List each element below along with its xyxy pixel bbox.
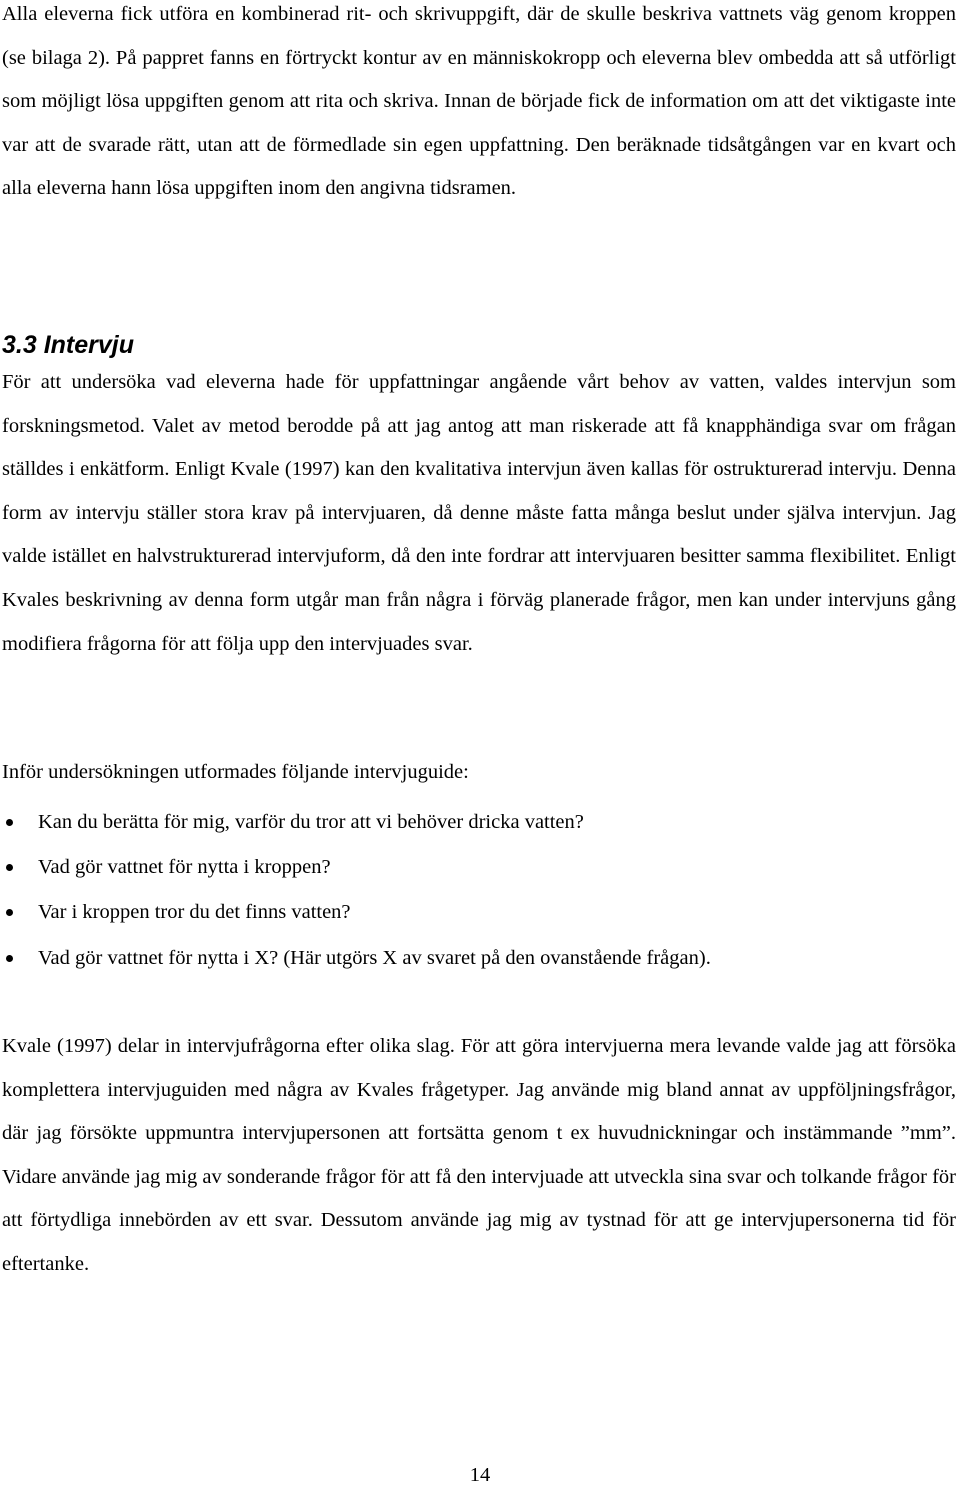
list-item bbox=[0, 800, 960, 845]
interview-guide-list bbox=[0, 800, 960, 981]
list-item bbox=[0, 845, 960, 890]
intro-paragraph: Alla eleverna fick utföra en kombinerad rit- och skrivuppgift, där de skulle beskriva vattnets väg genom kroppen (se bilaga 2). På pappret fanns en förtryckt kontur av en människokropp och eleverna blev ombedda att så utförligt som möjligt lösa uppgiften genom att rita och skriva. Innan de började fick de information om att det viktigaste inte var att de svarade rätt, utan att de förmedlade sin egen uppfattning. Den beräknade tidsåtgången var en kvart och alla eleverna hann lösa uppgiften inom den angivna tidsramen. bbox=[2, 3, 956, 200]
bullet-icon bbox=[6, 909, 13, 916]
question-types-paragraph: Kvale (1997) delar in intervjufrågorna efter olika slag. För att göra intervjuerna mera levande valde jag att försöka komplettera intervjuguiden med några av Kvales frågetyper. Jag använde mig bland annat av uppföljningsfrågor, där jag försökte uppmuntra intervjupersonen att fortsätta genom t ex huvudnickningar och instämmande ”mm”. Vidare använde jag mig av sonderande frågor för att få den intervjuade att utveckla sina svar och tolkande frågor för att förtydliga innebörden av ett svar. Dessutom använde jag mig av tystnad för att ge intervjupersonerna tid för eftertanke. bbox=[2, 1035, 956, 1275]
list-item bbox=[0, 936, 960, 981]
list-item-text: Kan du berätta för mig, varför du tror att vi behöver dricka vatten? bbox=[38, 811, 584, 833]
list-item bbox=[0, 890, 960, 935]
bullet-icon bbox=[6, 819, 13, 826]
list-item-text: Vad gör vattnet för nytta i kroppen? bbox=[38, 856, 331, 879]
method-paragraph: För att undersöka vad eleverna hade för uppfattningar angående vårt behov av vatten, valdes intervjun som forskningsmetod. Valet av metod berodde på att jag antog att man riskerade att få knapphändiga svar om frågan ställdes i enkätform. Enligt Kvale (1997) kan den kvalitativa intervjun även kallas för ostrukturerad intervju. Denna form av intervju ställer stora krav på intervjuaren, då denne måste fatta många beslut under själva intervjun. Jag valde istället en halvstrukturerad intervjuform, då den inte fordrar att intervjuaren besitter samma flexibilitet. Enligt Kvales beskrivning av denna form utgår man från några i förväg planerade frågor, men kan under intervjuns gång modifiera frågorna för att följa upp den intervjuades svar. bbox=[2, 371, 956, 655]
list-item-text: Var i kroppen tror du det finns vatten? bbox=[38, 901, 351, 924]
bullet-icon bbox=[6, 955, 13, 962]
list-item-text: Vad gör vattnet för nytta i X? (Här utgörs X av svaret på den ovanstående frågan). bbox=[38, 946, 711, 969]
page-number: 14 bbox=[469, 1464, 491, 1486]
guide-intro-paragraph: Inför undersökningen utformades följande intervjuguide: bbox=[2, 761, 469, 783]
bullet-icon bbox=[6, 864, 13, 871]
section-heading: 3.3 Intervju bbox=[2, 331, 134, 359]
